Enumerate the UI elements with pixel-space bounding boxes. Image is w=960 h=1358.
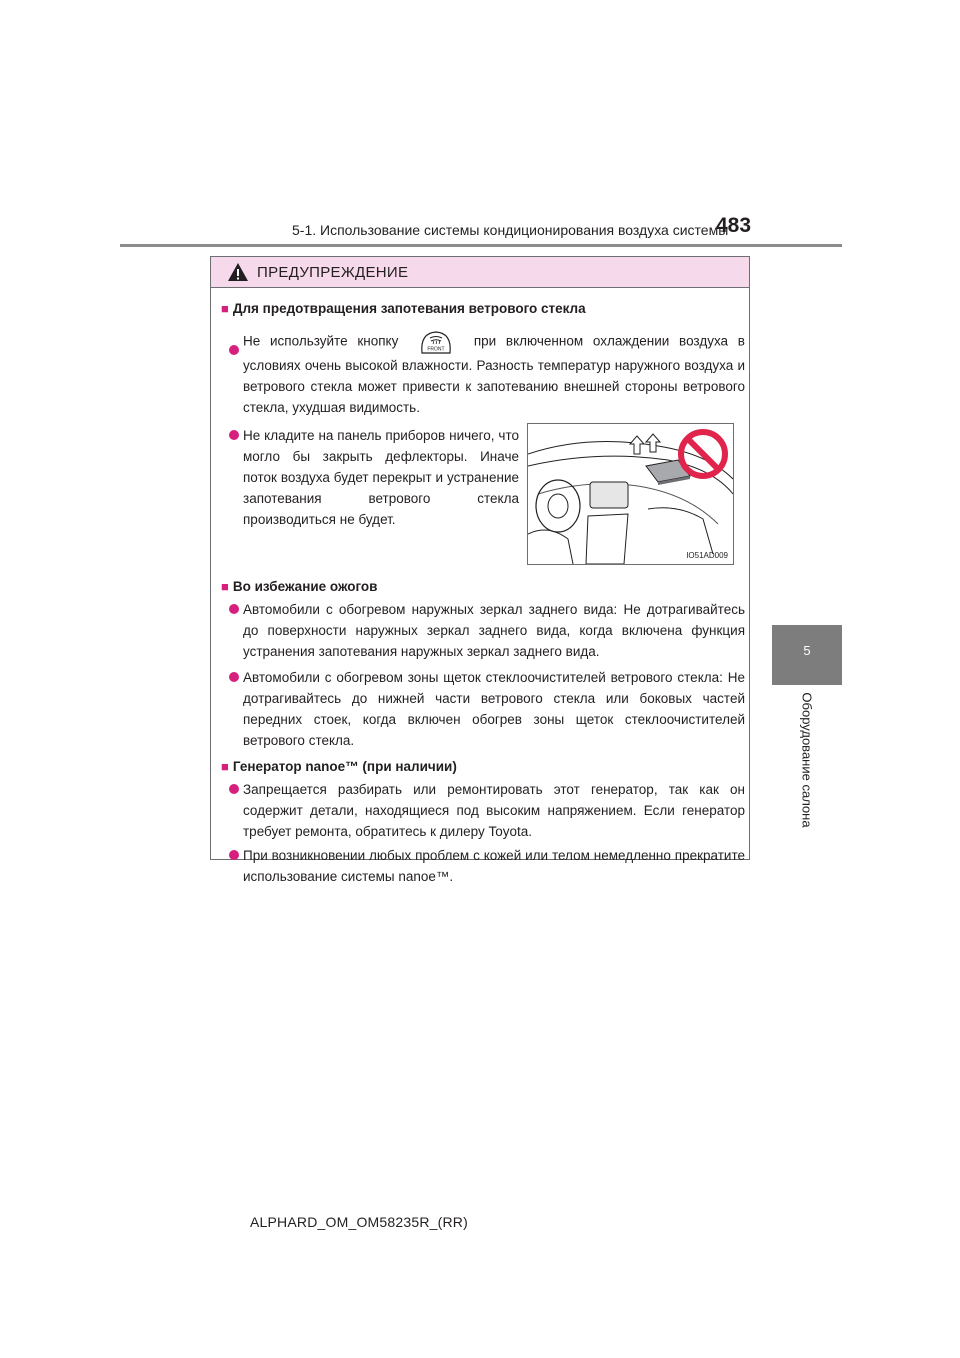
square-bullet-icon: ■ — [221, 759, 229, 774]
square-bullet-icon: ■ — [221, 301, 229, 316]
page-number: 483 — [716, 214, 752, 237]
square-bullet-icon: ■ — [221, 579, 229, 594]
dashboard-drawing — [528, 424, 733, 564]
warning-header — [211, 257, 749, 288]
section-heading-burns: ■ Во избежание ожогов — [221, 579, 378, 594]
bullet-dot-icon — [229, 850, 239, 860]
warning-triangle-icon — [227, 262, 249, 282]
page-header-title: 5-1. Использование системы кондиционирования воздуха системы — [292, 222, 729, 238]
front-defroster-button-icon — [416, 329, 456, 355]
section-heading-defog: ■ Для предотвращения запотевания ветрового стекла — [221, 301, 586, 316]
bullet-item: Не кладите на панель приборов ничего, что могло бы закрыть дефлекторы. Иначе поток воздуха будет перекрыт и устранение запотевания ветрового стекла производиться не будет. — [229, 425, 519, 530]
header-divider — [120, 244, 842, 247]
bullet-dot-icon — [229, 672, 239, 682]
chapter-tab[interactable] — [772, 625, 842, 685]
bullet-dot-icon — [229, 784, 239, 794]
bullet-dot-icon — [229, 345, 239, 355]
warning-box — [210, 256, 750, 884]
bullet-item: Не используйте кнопку FRONT при включенном охлаждении воздуха в условиях очень высокой влажности. Разность температур наружного воздуха и ветрового стекла может привести к запотеванию внешней стороны ветрового стекла, ухудшая видимость. — [229, 329, 745, 418]
chapter-tab-number: 5 — [803, 643, 811, 658]
chapter-tab-label: Оборудование салона — [799, 692, 815, 828]
footer-doc-code: ALPHARD_OM_OM58235R_(RR) — [250, 1214, 468, 1230]
warning-title: ПРЕДУПРЕЖДЕНИЕ — [257, 264, 409, 281]
bullet-item: Автомобили с обогревом наружных зеркал заднего вида: Не дотрагивайтесь до поверхности наружных зеркал заднего вида, когда включена функция устранения запотевания наружных зеркал заднего вида. — [229, 599, 745, 662]
bullet-item: Автомобили с обогревом зоны щеток стеклоочистителей ветрового стекла: Не дотрагивайтесь до нижней части ветрового стекла или боковых частей передних стоек, когда включен обогрев зоны щеток стеклоочистителей ветрового стекла. — [229, 667, 745, 751]
svg-text:FRONT: FRONT — [427, 346, 445, 353]
bullet-item: Запрещается разбирать или ремонтировать этот генератор, так как он содержит детали, находящиеся под высоким напряжением. Если генератор требует ремонта, обратитесь к дилеру Toyota. — [229, 779, 745, 842]
illustration-code: IO51AD009 — [686, 551, 728, 560]
bullet-dot-icon — [229, 430, 239, 440]
bullet-item: При возникновении любых проблем с кожей или телом немедленно прекратите использование системы nanoe™. — [229, 845, 745, 887]
bullet-dot-icon — [229, 604, 239, 614]
dashboard-illustration — [527, 423, 734, 565]
section-heading-nanoe: ■ Генератор nanoe™ (при наличии) — [221, 759, 457, 774]
